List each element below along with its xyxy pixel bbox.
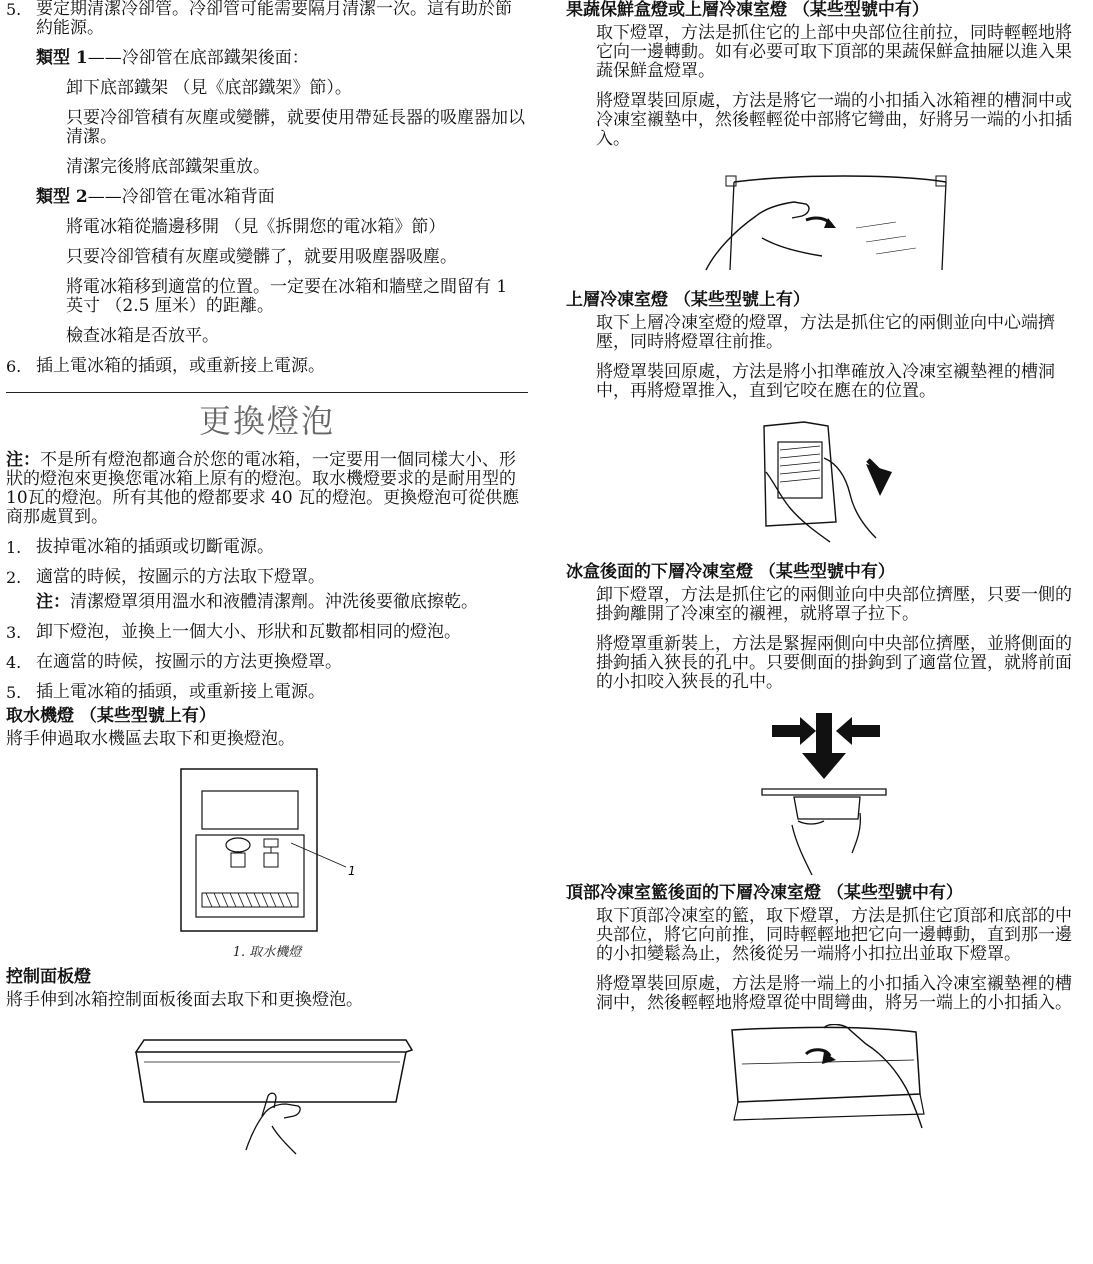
crisper-p2: 將燈罩裝回原處，方法是將它一端的小扣插入冰箱裡的槽洞中或冷凍室襯墊中，然後輕輕從中部將它彎曲，好將另一端的小扣插入。 — [596, 91, 1072, 149]
item-number: 3. — [6, 623, 22, 642]
note-label: 注： — [6, 450, 40, 470]
step-note-label: 注： — [36, 592, 70, 612]
dispenser-illustration — [6, 767, 528, 937]
note-text: 不是所有燈泡都適合於您的電冰箱，一定要用一個同樣大小、形狀的燈泡來更換您電冰箱上原有的燈泡。取水機燈要求的是耐用型的 10瓦的燈泡。所有其他的燈都要求 40 瓦的燈泡。更換燈泡可從供應商那處買到。 — [6, 450, 520, 527]
list-item — [6, 0, 528, 38]
item-number: 6. — [6, 357, 22, 376]
upper-p2: 將燈罩裝回原處，方法是將小扣準確放入冷凍室襯墊裡的槽洞中，再將燈罩推入，直到它咬在應在的位置。 — [596, 362, 1055, 401]
control-panel-illustration — [6, 1032, 528, 1162]
basket-p1: 取下頂部冷凍室的籃，取下燈罩，方法是抓住它頂部和底部的中央部位，將它向前推，同時輕輕地把它向一邊轉動，直到那一邊的小扣變鬆為止，然後從另一端將小扣拉出並取下燈罩。 — [596, 906, 1072, 964]
item-text: 插上電冰箱的插頭，或重新接上電源。 — [36, 682, 325, 702]
type1-step: 清潔完後將底部鐵架重放。 — [66, 157, 270, 177]
ice-bin-illustration — [566, 703, 1078, 879]
item-number: 2. — [6, 568, 22, 587]
item-text: 拔掉電冰箱的插頭或切斷電源。 — [36, 537, 274, 557]
upper-heading: 上層冷凍室燈 （某些型號上有） — [566, 290, 810, 310]
control-figure — [6, 1032, 528, 1162]
crisper-figure — [566, 160, 1078, 290]
type1-label: 類型 1 — [36, 48, 88, 68]
type1-heading — [6, 49, 528, 68]
item-number: 5. — [6, 0, 22, 19]
type2-step: 檢查冰箱是否放平。 — [66, 326, 219, 346]
note-paragraph — [6, 451, 528, 527]
list-item — [6, 683, 528, 702]
icebin-p1: 卸下燈罩，方法是抓住它的兩側並向中央部位擠壓，只要一側的掛鉤離開了冷凍室的襯裡，就將罩子拉下。 — [596, 585, 1072, 624]
item-number: 4. — [6, 653, 22, 672]
crisper-illustration — [566, 160, 1078, 284]
upper-p1: 取下上層冷凍室燈的燈罩，方法是抓住它的兩側並向中心端擠壓，同時將燈罩往前推。 — [596, 313, 1055, 352]
step-note-text: 清潔燈罩須用溫水和液體清潔劑。沖洗後要徹底擦乾。 — [70, 592, 478, 612]
crisper-p1: 取下燈罩，方法是抓住它的上部中央部位往前拉，同時輕輕地將它向一邊轉動。如有必要可取下頂部的果蔬保鮮盒抽屜以進入果蔬保鮮盒燈罩。 — [596, 23, 1072, 81]
section-title: 更換燈泡 — [198, 402, 335, 440]
upper-figure — [566, 412, 1078, 562]
item-number: 1. — [6, 538, 22, 557]
basket-figure — [566, 1024, 1078, 1134]
dispenser-text: 將手伸過取水機區去取下和更換燈泡。 — [6, 729, 295, 749]
type1-step: 只要冷卻管積有灰塵或變髒，就要使用帶延長器的吸塵器加以清潔。 — [66, 108, 525, 147]
type2-heading — [6, 188, 528, 207]
type2-step: 將電冰箱從牆邊移開 （見《拆開您的電冰箱》節） — [66, 217, 446, 237]
list-item — [6, 568, 528, 587]
crisper-heading: 果蔬保鮮盒燈或上層冷凍室燈 （某些型號中有） — [566, 0, 929, 20]
list-item — [6, 623, 528, 642]
type2-step: 將電冰箱移到適當的位置。一定要在冰箱和牆壁之間留有 1 英寸 （2.5 厘米）的距離。 — [66, 277, 508, 316]
list-item — [6, 538, 528, 557]
list-item — [6, 653, 528, 672]
list-item — [6, 357, 528, 376]
step-note — [6, 593, 528, 612]
basket-heading: 頂部冷凍室籃後面的下層冷凍室燈 （某些型號中有） — [566, 883, 963, 903]
basket-illustration — [566, 1024, 1078, 1134]
upper-freezer-illustration — [566, 412, 1078, 552]
left-column — [6, 0, 528, 1162]
icebin-figure — [566, 703, 1078, 883]
type1-text: ——冷卻管在底部鐵架後面： — [87, 48, 309, 68]
item-text: 卸下燈泡，並換上一個大小、形狀和瓦數都相同的燈泡。 — [36, 622, 461, 642]
section-divider — [6, 392, 528, 393]
type2-step: 只要冷卻管積有灰塵或變髒了，就要用吸塵器吸塵。 — [66, 247, 457, 267]
basket-p2: 將燈罩裝回原處，方法是將一端上的小扣插入冷凍室襯墊裡的槽洞中，然後輕輕地將燈罩從中間彎曲，將另一端上的小扣插入。 — [596, 974, 1072, 1013]
type2-text: ——冷卻管在電冰箱背面 — [87, 187, 275, 207]
type1-step: 卸下底部鐵架 （見《底部鐵架》節）。 — [66, 78, 352, 98]
figure-callout: 1 — [348, 864, 356, 878]
figure-caption: 1. 取水機燈 — [232, 945, 302, 960]
icebin-p2: 將燈罩重新裝上，方法是緊握兩側向中央部位擠壓，並將側面的掛鉤插入狹長的孔中。只要側面的掛鉤到了適當位置，就將前面的小扣咬入狹長的孔中。 — [596, 634, 1072, 692]
item-number: 5. — [6, 683, 22, 702]
item-text: 插上電冰箱的插頭，或重新接上電源。 — [36, 356, 325, 376]
dispenser-figure — [6, 767, 528, 960]
item-text: 適當的時候，按圖示的方法取下燈罩。 — [36, 567, 325, 587]
dispenser-heading: 取水機燈 （某些型號上有） — [6, 706, 216, 726]
item-text: 在適當的時候，按圖示的方法更換燈罩。 — [36, 652, 342, 672]
icebin-heading: 冰盒後面的下層冷凍室燈 （某些型號中有） — [566, 562, 895, 582]
right-column — [566, 0, 1078, 1134]
type2-label: 類型 2 — [36, 187, 88, 207]
control-text: 將手伸到冰箱控制面板後面去取下和更換燈泡。 — [6, 990, 363, 1010]
control-heading: 控制面板燈 — [6, 967, 91, 987]
item-text: 要定期清潔冷卻管。冷卻管可能需要隔月清潔一次。這有助於節約能源。 — [36, 0, 512, 38]
